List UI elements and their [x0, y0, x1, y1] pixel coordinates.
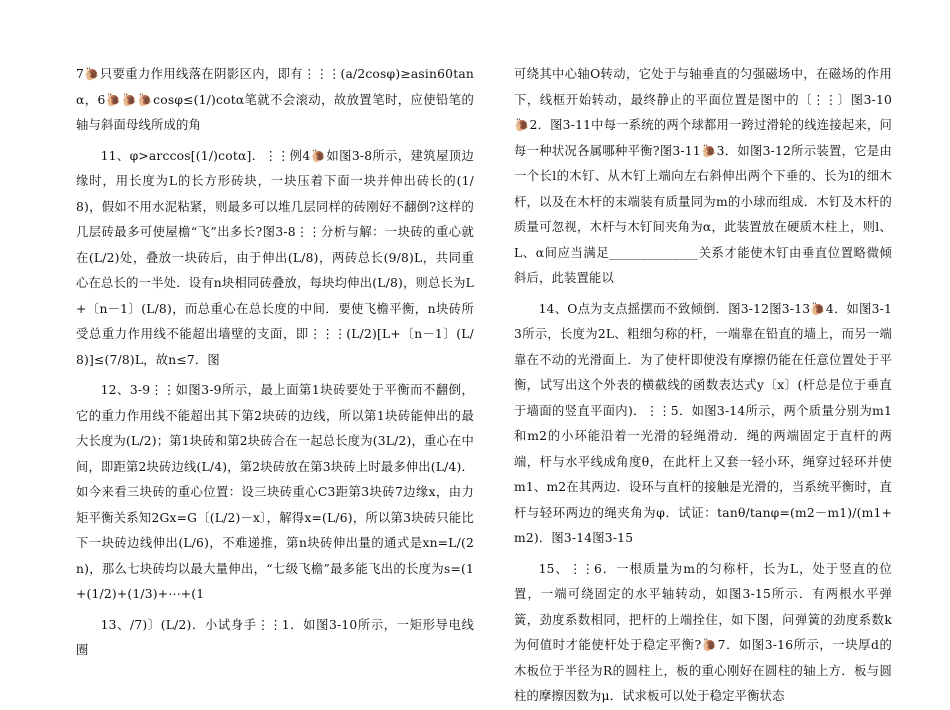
left-paragraph-3: 12、3-9⋮⋮如图3-9所示，最上面第1块砖要处于平衡而不翻倒，它的重力作用线不能超出其下第2块砖的边线，所以第1块砖能伸出的最大长度为(L/2)；第1块砖和第2块砖合在一起总长度为(3L/2)，重心在中间，即距第2块砖边线(L/4)，第2块砖放在第3块砖上时最多伸出(L/4)．如今来看三块砖的重心位置：设三块砖重心C3距第3块砖7边缘x，由力矩平衡关系知2Gx=G〔(L/2)－x〕，解得x=(L/6)，所以第3块砖只能比下一块砖边线伸出(L/6)，不难递推，第n块砖伸出量的通式是xn=L/(2n)，那么七块砖均以最大量伸出，“七级飞檐”最多能飞出的长度为s=(1+(1/2)+(1/3)+⋯+(1	[76, 383, 474, 601]
left-paragraph-2: 11、φ>arccos[(1/)cotα]．⋮⋮例4🐌如图3-8所示，建筑屋顶边缘时，用长度为L的长方形砖块，一块压着下面一块并伸出砖长的(1/8)，假如不用水泥粘紧，则最多可以堆几层同样的砖刚好不翻倒?这样的几层砖最多可使屋檐“飞”出多长?图3-8⋮⋮分析与解：一块砖的重心就在(L/2)处，叠放一块砖后，由于伸出(L/8)，两砖总长(9/8)L，共同重心在总长的一半处．设有n块相同砖叠放，每块均伸出(L/8)，则总长为L+〔n－1〕(L/8)，而总重心在总长度的中间．要使飞檐平衡，n块砖所受总重力作用线不能超出墙壁的支面，即⋮⋮⋮(L/2)[L+〔n－1〕(L/8)]≤(7/8)L，故n≤7．图	[76, 148, 474, 367]
right-paragraph-1: 可绕其中心轴O转动，它处于与轴垂直的匀强磁场中，在磁场的作用下，线框开始转动，最终静止的平面位置是图中的〔⋮⋮〕图3-10🐌2．图3-11中每一系统的两个球都用一跨过滑轮的线连接起来，问每一种状况各属哪种平衡?图3-11🐌3．如图3-12所示装置，它是由一个长l的木钉、从木钉上端向左右斜伸出两个下垂的、长为l的细木杆，以及在木杆的末端装有质量同为m的小球而组成．木钉及木杆的质量可忽视，木杆与木钉间夹角为α，此装置放在硬质木柱上，则l、L、α间应当满足______________关系才能使木钉由垂直位置略微倾斜后，此装置能以	[514, 67, 892, 285]
right-paragraph-3: 15、⋮⋮6．一根质量为m的匀称杆，长为L，处于竖直的位置，一端可绕固定的水平轴转动，如图3-15所示．有两根水平弹簧，劲度系数相同，把杆的上端拴住，如下图，问弹簧的劲度系数k为何值时才能使杆处于稳定平衡?🐌7．如图3-16所示，一块厚d的木板位于半径为R的圆柱上，板的重心刚好在圆柱的轴上方．板与圆柱的摩擦因数为μ．试求板可以处于稳定平衡状态	[514, 561, 892, 703]
left-column	[76, 62, 474, 664]
right-column	[514, 62, 892, 710]
left-paragraph-4: 13、/7)〕(L/2)．小试身手⋮⋮1．如图3-10所示，一矩形导电线圈	[76, 617, 474, 657]
right-paragraph-2: 14、O点为支点摇摆而不致倾倒．图3-12图3-13🐌4．如图3-13所示，长度为2L、粗细匀称的杆，一端靠在铅直的墙上，而另一端靠在不动的光滑面上．为了使杆即使没有摩擦仍能在任意位置处于平衡，试写出这个外表的横截线的函数表达式y〔x〕(杆总是位于垂直于墙面的竖直平面内)．⋮⋮5．如图3-14所示，两个质量分别为m1和m2的小环能沿着一光滑的轻绳滑动．绳的两端固定于直杆的两端，杆与水平线成角度θ，在此杆上又套一轻小环，绳穿过轻环并使m1、m2在其两边．设环与直杆的接触是光滑的，当系统平衡时，直杆与轻环两边的绳夹角为φ．试证：tanθ/tanφ=(m2－m1)/(m1+m2)．图3-14图3-15	[514, 301, 892, 545]
left-paragraph-1: 7🐌只要重力作用线落在阴影区内，即有⋮⋮⋮(a/2cosφ)≥asin60tanα，6🐌🐌🐌cosφ≤(1/)cotα笔就不会滚动，故放置笔时，应使铅笔的轴与斜面母线所成的角	[76, 67, 474, 132]
